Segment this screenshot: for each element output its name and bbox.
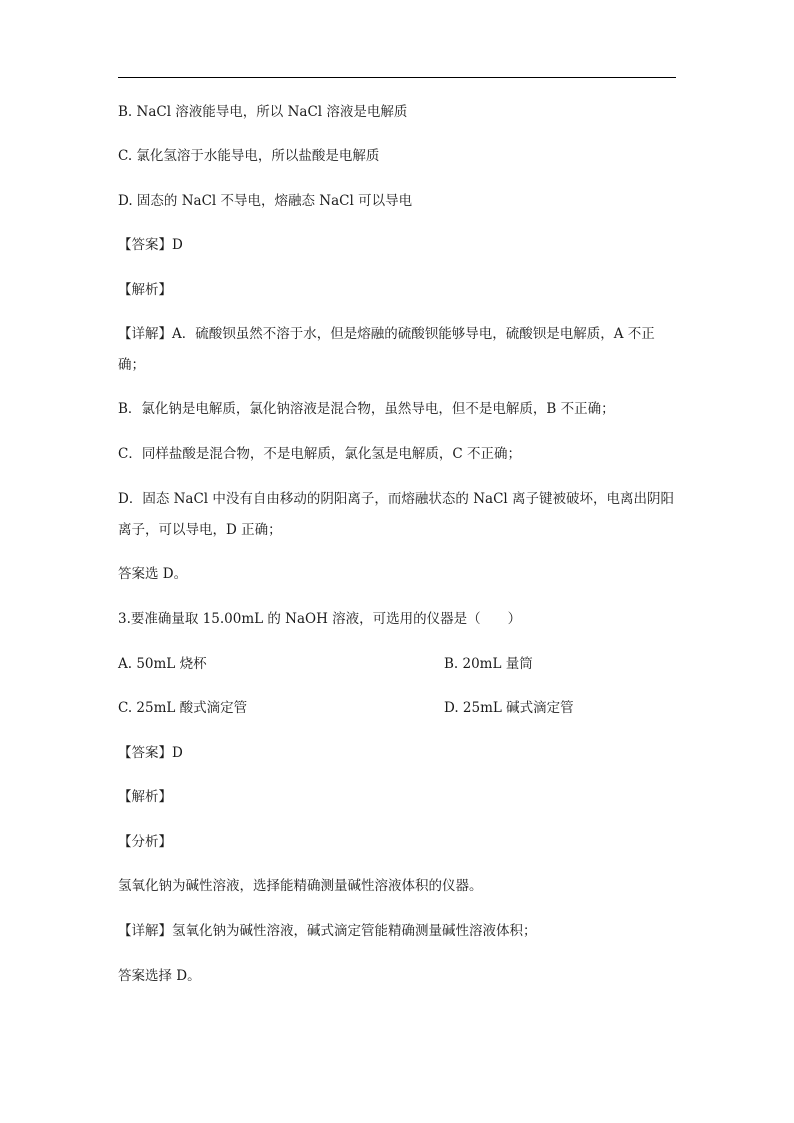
analysis-label: 【解析】 — [118, 282, 172, 298]
header-rule — [118, 77, 676, 78]
option-c-text: C. 氯化氢溶于水能导电，所以盐酸是电解质 — [118, 148, 380, 164]
q3-final-answer: 答案选择 D。 — [118, 968, 201, 984]
detail-d-line-2: 离子，可以导电，D 正确； — [118, 522, 282, 538]
q3-detail-text: 【详解】氢氧化钠为碱性溶液，碱式滴定管能精确测量碱性溶液体积； — [118, 923, 537, 939]
detail-paragraph-line-1: 【详解】A．硫酸钡虽然不溶于水，但是熔融的硫酸钡能够导电，硫酸钡是电解质，A 不正 — [118, 326, 655, 342]
q3-answer-label: 【答案】D — [118, 745, 183, 761]
detail-c-text: C．同样盐酸是混合物，不是电解质，氯化氢是电解质，C 不正确； — [118, 446, 521, 462]
option-b-text: B. NaCl 溶液能导电，所以 NaCl 溶液是电解质 — [118, 104, 408, 120]
q3-option-c: C. 25mL 酸式滴定管 — [118, 700, 248, 716]
q3-option-b: B. 20mL 量筒 — [444, 656, 533, 672]
answer-label: 【答案】D — [118, 237, 183, 253]
detail-d-line-1: D．固态 NaCl 中没有自由移动的阴阳离子，而熔融状态的 NaCl 离子键被破坏，电离出阴阳 — [118, 491, 675, 507]
option-d-text: D. 固态的 NaCl 不导电，熔融态 NaCl 可以导电 — [118, 193, 413, 209]
q3-explanation-label: 【分析】 — [118, 834, 172, 850]
answer-choice-text: 答案选 D。 — [118, 566, 188, 582]
detail-b-text: B．氯化钠是电解质，氯化钠溶液是混合物，虽然导电，但不是电解质，B 不正确； — [118, 401, 615, 417]
q3-option-d: D. 25mL 碱式滴定管 — [444, 700, 574, 716]
q3-analysis-label: 【解析】 — [118, 789, 172, 805]
q3-explanation-text: 氢氧化钠为碱性溶液，选择能精确测量碱性溶液体积的仪器。 — [118, 878, 483, 894]
q3-option-a: A. 50mL 烧杯 — [118, 656, 207, 672]
question-3-text: 3.要准确量取 15.00mL 的 NaOH 溶液，可选用的仪器是（ ） — [118, 611, 522, 627]
detail-paragraph-line-2: 确； — [118, 357, 145, 373]
